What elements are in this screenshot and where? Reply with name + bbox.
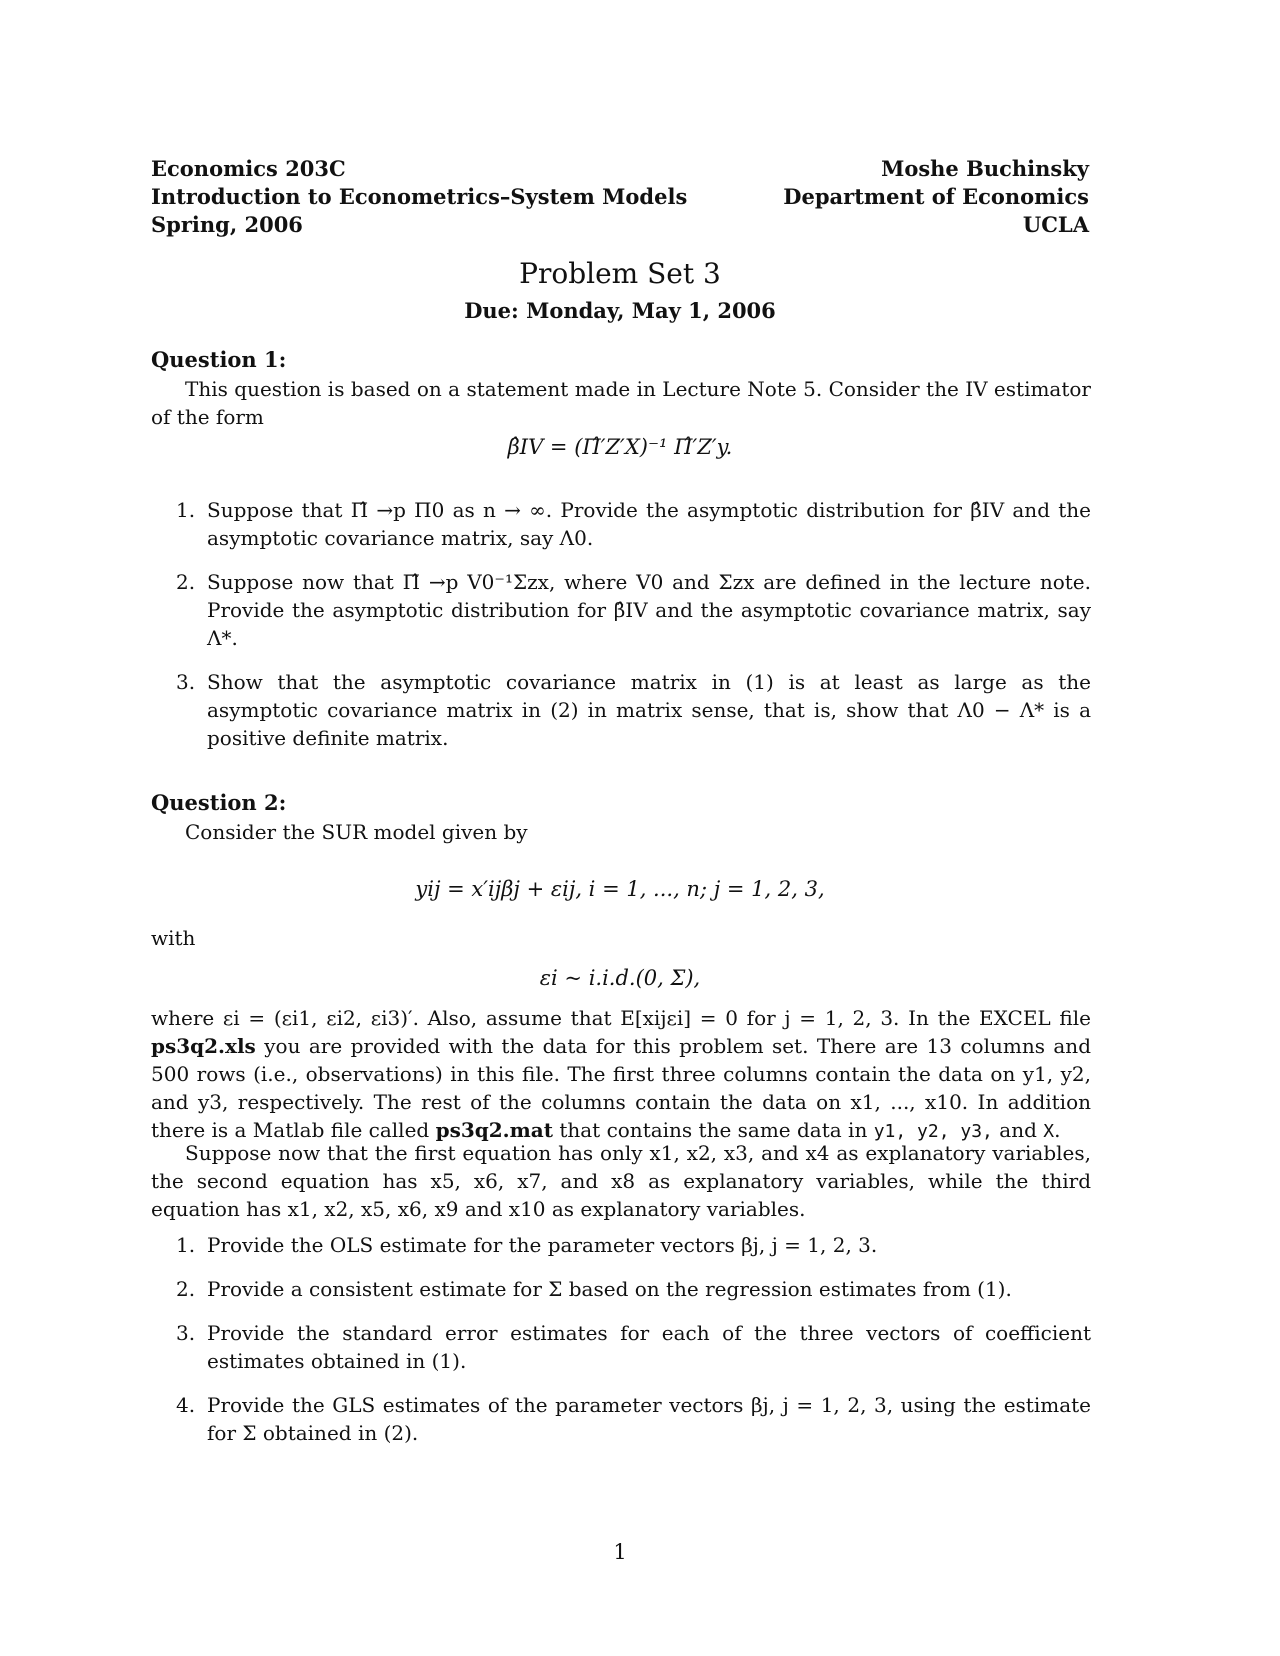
course-title: Introduction to Econometrics–System Models [151,184,688,209]
list-text: Show that the asymptotic covariance matrix in (1) is at least as large as the asymptotic covariance matrix in (2) in matrix sense, that is, show that Λ0 − Λ* is a positive definite matrix. [207,670,1091,750]
data-description-text: . [1054,1118,1061,1142]
list-number: 1. [176,498,196,522]
list-item [176,1231,1091,1259]
list-item [176,668,1091,752]
error-distribution-equation: εi ~ i.i.d.(0, Σ), [539,966,701,990]
department-name: Department of Economics [783,184,1089,209]
instructor-name: Moshe Buchinsky [881,156,1089,181]
question-1-intro: This question is based on a statement made in Lecture Note 5. Consider the IV estimator of the form [151,377,1091,429]
list-text: Suppose now that Π̂ →p V0⁻¹Σzx, where V0 and Σzx are defined in the lecture note. Provide the asymptotic distribution for β̂IV and the asymptotic covariance matrix, say Λ*. [207,570,1091,650]
course-term: Spring, 2006 [151,212,303,237]
list-number: 4. [176,1393,196,1417]
question-2-heading: Question 2: [151,790,287,815]
list-text: Suppose that Π̂ →p Π0 as n → ∞. Provide the asymptotic distribution for β̂IV and the asymptotic covariance matrix, say Λ0. [207,498,1091,550]
question-1-heading: Question 1: [151,347,287,372]
question-2-data-description [151,1004,1091,1146]
list-number: 3. [176,1321,196,1345]
list-item [176,496,1091,552]
page-number: 1 [613,1540,627,1564]
matlab-x-variable: X [1043,1121,1055,1142]
with-label: with [151,926,196,950]
data-description-text: where εi = (εi1, εi2, εi3)′. Also, assume that E[xijεi] = 0 for j = 1, 2, 3. In the EXCEL file [151,1006,1091,1030]
university-name: UCLA [1022,212,1089,237]
matlab-variables: y1, y2, y3, [873,1121,993,1142]
due-date: Due: Monday, May 1, 2006 [464,298,776,323]
data-description-text: you are provided with the data for this problem set. There are 13 columns and 500 rows (i.e., observations) in this file. The first three columns contain the data on y1, y2, and y3, respectively. The rest of the columns contain the data on x1, ..., x10. In addition there is a Matlab file called [151,1034,1091,1142]
matlab-filename: ps3q2.mat [435,1118,553,1142]
question-2-intro: Consider the SUR model given by [185,820,528,844]
page-title: Problem Set 3 [519,257,721,290]
question-1-list [176,496,1091,768]
list-text: Provide the standard error estimates for each of the three vectors of coefficient estimates obtained in (1). [207,1321,1091,1373]
data-description-text: that contains the same data in [559,1118,868,1142]
list-item [176,568,1091,652]
instructor-header [669,155,1089,239]
list-number: 3. [176,670,196,694]
sur-model-equation: yij = x′ijβj + εij, i = 1, ..., n; j = 1, 2, 3, [415,877,825,901]
question-2-equations-description: Suppose now that the first equation has only x1, x2, x3, and x4 as explanatory variables, the second equation has x5, x6, x7, and x8 as explanatory variables, while the third equation has x1, x2, x5, x6, x9 and x10 as explanatory variables. [151,1141,1091,1221]
list-number: 1. [176,1233,196,1257]
list-number: 2. [176,1277,196,1301]
list-number: 2. [176,570,196,594]
list-text: Provide the GLS estimates of the parameter vectors βj, j = 1, 2, 3, using the estimate for Σ obtained in (2). [207,1393,1091,1445]
list-text: Provide the OLS estimate for the parameter vectors βj, j = 1, 2, 3. [207,1233,878,1257]
question-2-list [176,1231,1091,1463]
list-item [176,1319,1091,1375]
list-item [176,1275,1091,1303]
list-item [176,1391,1091,1447]
course-number: Economics 203C [151,156,346,181]
iv-estimator-equation: β̂IV = (Π̂′Z′X)⁻¹ Π̂′Z′y. [507,435,733,459]
list-text: Provide a consistent estimate for Σ based on the regression estimates from (1). [207,1277,1012,1301]
excel-filename: ps3q2.xls [151,1034,256,1058]
data-description-text: and [999,1118,1037,1142]
